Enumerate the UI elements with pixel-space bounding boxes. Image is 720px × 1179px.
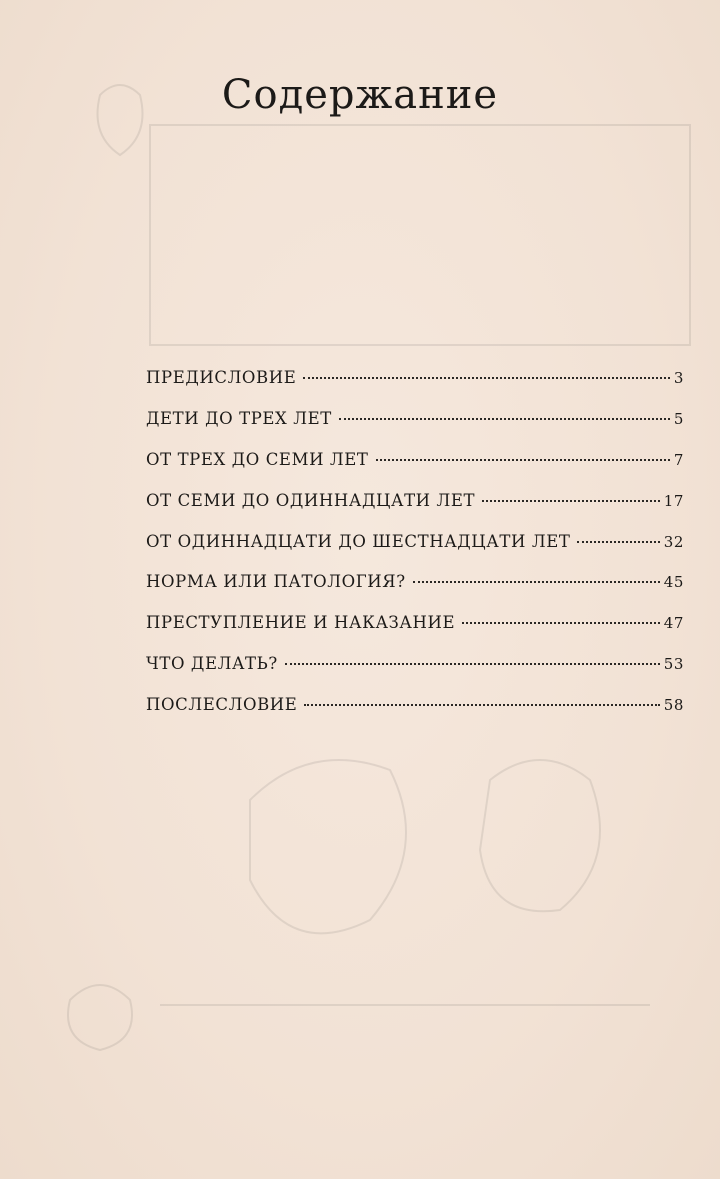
toc-entry-label: НОРМА ИЛИ ПАТОЛОГИЯ? [146, 572, 406, 592]
toc-leader-dots [462, 622, 660, 624]
toc-entry-page: 3 [673, 369, 684, 387]
toc-entry-page: 58 [663, 696, 684, 715]
toc-entry-page: 32 [663, 532, 684, 551]
toc-entry-label: ЧТО ДЕЛАТЬ? [146, 654, 278, 674]
toc-leader-dots [577, 541, 659, 543]
toc-entry-6[interactable] [146, 572, 684, 613]
toc-entry-7[interactable] [146, 613, 684, 654]
toc-entry-2[interactable] [146, 409, 684, 450]
toc-leader-dots [376, 459, 670, 461]
toc-entry-label: ОТ ТРЕХ ДО СЕМИ ЛЕТ [146, 449, 369, 469]
toc-entry-label: ПРЕДИСЛОВИЕ [146, 368, 297, 387]
toc-leader-dots [413, 581, 660, 583]
toc-entry-page: 45 [663, 573, 684, 592]
toc-entry-label: ПРЕСТУПЛЕНИЕ И НАКАЗАНИЕ [146, 613, 456, 633]
toc-entry-8[interactable] [146, 654, 684, 695]
toc-leader-dots [482, 500, 660, 502]
toc-entry-1[interactable] [146, 368, 684, 409]
table-of-contents [146, 368, 684, 736]
toc-entry-page: 47 [663, 614, 684, 633]
toc-entry-4[interactable] [146, 491, 684, 532]
toc-leader-dots [304, 704, 659, 706]
toc-entry-5[interactable] [146, 532, 684, 573]
toc-entry-page: 5 [673, 409, 684, 428]
page-title: Содержание [221, 72, 499, 118]
toc-entry-label: ОТ ОДИННАДЦАТИ ДО ШЕСТНАДЦАТИ ЛЕТ [146, 531, 571, 551]
toc-entry-9[interactable] [146, 695, 684, 736]
toc-entry-label: ДЕТИ ДО ТРЕХ ЛЕТ [146, 408, 332, 428]
toc-leader-dots [339, 418, 670, 420]
toc-entry-3[interactable] [146, 450, 684, 491]
toc-entry-label: ОТ СЕМИ ДО ОДИННАДЦАТИ ЛЕТ [146, 490, 476, 510]
toc-entry-page: 7 [673, 450, 684, 469]
toc-entry-label: ПОСЛЕСЛОВИЕ [146, 695, 298, 715]
toc-leader-dots [303, 377, 669, 379]
toc-entry-page: 17 [663, 491, 684, 510]
toc-leader-dots [285, 663, 660, 665]
toc-entry-page: 53 [663, 655, 684, 674]
